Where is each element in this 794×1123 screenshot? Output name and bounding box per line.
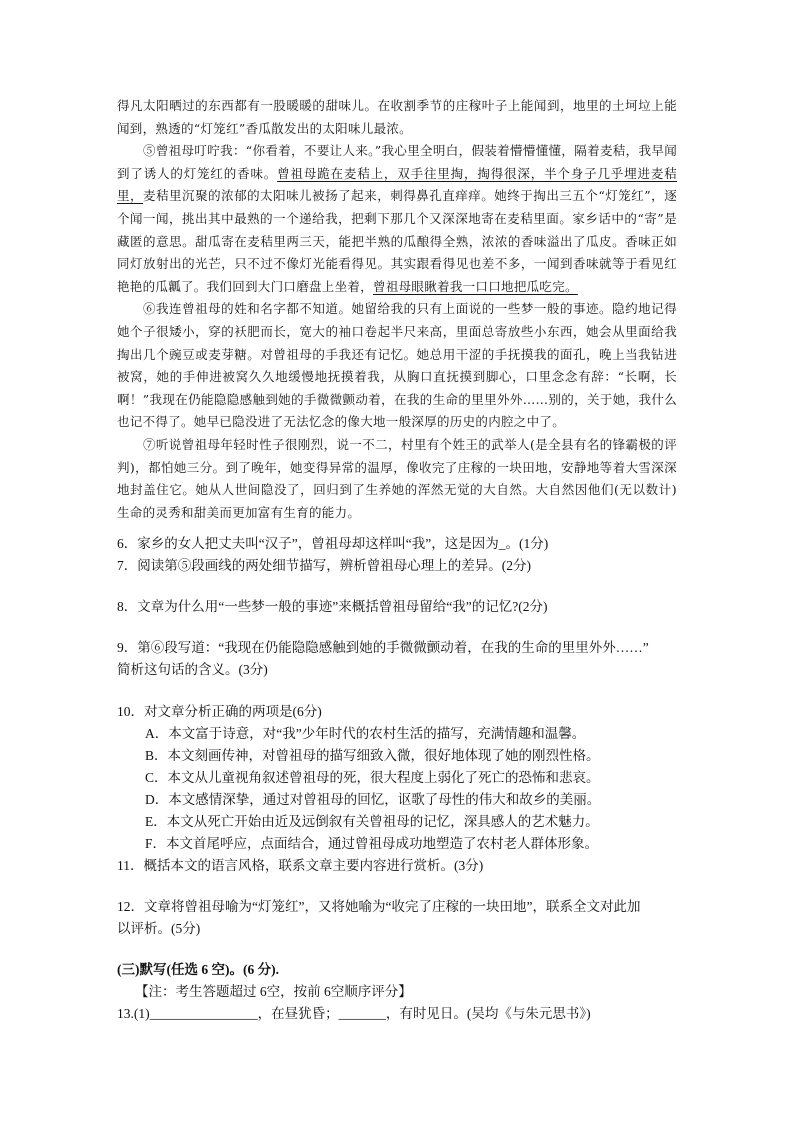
question-12-line-2: 以评析。(5分) — [117, 921, 201, 936]
reading-passage — [117, 95, 677, 524]
underlined-detail-2: 曾祖母眼瞅着我一口口地把瓜吃完。 — [373, 278, 578, 294]
paragraph-6-text-a: ⑥我连曾祖母的姓和名字都不知道。她留给我的只有上面说的一些梦一般的事迹。隐约地记得她个子很矮小，穿的袄肥而长，宽大的袖口卷起半尺来高，里面总寄放些小东西，她会从里面给我掏出几个豌豆或麦芽糖。对曾祖母的手我还有记忆。她总用干涩的手抚摸我的面孔，晚上当我钻进被窝，她的手伸进被窝久久地缓慢地抚摸着我，从胸口直抚摸到脚心，口里念念有辞：“长啊，长啊！” — [117, 301, 677, 407]
option-e: E．本文从死亡开始由近及远倒叙有关曾祖母的记忆，深具感人的艺术魅力。 — [145, 814, 599, 829]
option-a: A．本文富于诗意，对“我”少年时代的农村生活的描写，充满情趣和温馨。 — [145, 726, 586, 741]
option-d: D．本文感情深挚，通过对曾祖母的回忆，讴歌了母性的伟大和故乡的美丽。 — [145, 792, 601, 807]
question-8: 8．文章为什么用“一些梦一般的事迹”来概括曾祖母留给“我”的记忆?(2分) — [117, 599, 548, 614]
option-b: B．本文刻画传神，对曾祖母的描写细致入微，很好地体现了她的刚烈性格。 — [145, 748, 600, 763]
question-11: 11．概括本文的语言风格，联系文章主要内容进行赏析。(3分) — [117, 858, 484, 873]
question-7: 7．阅读第⑤段画线的两处细节描写，辨析曾祖母心理上的差异。(2分) — [117, 558, 531, 573]
underlined-detail-1: 曾祖母跪在麦秸上，双手往里掏，掏得很深，半个身子几乎埋进麦秸里， — [117, 165, 677, 204]
option-c: C．本文从儿童视角叙述曾祖母的死，很大程度上弱化了死亡的恐怖和悲哀。 — [145, 770, 600, 785]
paragraph-7: ⑦听说曾祖母年轻时性子很刚烈，说一不二，村里有个姓王的武举人(是全县有名的锋霸极的评判)，都怕她三分。到了晚年，她变得异常的温厚，像收完了庄稼的一块田地，安静地等着大雪深深地封盖住它。她从人世间隐没了，回归到了生养她的浑然无觉的大自然。大自然因他们(无以数计)生命的灵秀和甜美而更加富有生育的能力。 — [117, 436, 677, 520]
section-3-note: 【注：考生答题超过 6空，按前 6空顺序评分】 — [135, 984, 412, 999]
question-9-line-1: 9．第⑥段写道：“我现在仍能隐隐感触到她的手微微颤动着，在我的生命的里里外外……” — [117, 640, 649, 655]
question-12-line-1: 12．文章将曾祖母喻为“灯笼红”，又将她喻为“收完了庄稼的一块田地”，联系全文对此加 — [117, 899, 641, 914]
paragraph-5-text-b: 麦秸里沉聚的浓郁的太阳味儿被扬了起来，刺得鼻孔直痒痒。她终于掏出三五个“灯笼红”，逐个闻一闻，挑出其中最熟的一个递给我，把剩下那几个又深深地寄在麦秸里面。家乡话中的“寄”是藏匿的意思。甜瓜寄在麦秸里两三天，能把半熟的瓜酿得全熟，浓浓的香味溢出了瓜皮。香味正如同灯放射出的光芒，只不过不像灯光能看得见。其实跟看得见也差不多，一闻到香味就等于看见红艳艳的瓜瓤了。我们回到大门口磨盘上坐着， — [117, 188, 677, 294]
paragraph-4-end: 得凡太阳晒过的东西都有一股暖暖的甜味儿。在收割季节的庄稼叶子上能闻到，地里的土坷垃上能闻到，熟透的“灯笼红”香瓜散发出的太阳味儿最浓。 — [117, 98, 677, 136]
paragraph-6 — [117, 298, 677, 434]
question-10: 10．对文章分析正确的两项是(6分) — [117, 704, 322, 719]
paragraph-5 — [117, 140, 677, 298]
option-f: F．本文首尾呼应，点面结合，通过曾祖母成功地塑造了农村老人群体形象。 — [145, 836, 599, 851]
paragraph-5-text-a: ⑤曾祖母叮咛我：“你看着，不要让人来。”我心里全明白，假装着懵懵懂懂，隔着麦秸，我早闻到了诱人的灯笼红的香味。 — [117, 143, 677, 181]
question-9-line-2: 简析这句话的含义。(3分) — [117, 662, 268, 677]
section-3-heading: (三)默写(任选 6 空)。(6 分). — [117, 962, 279, 977]
question-6: 6．家乡的女人把丈夫叫“汉子”，曾祖母却这样叫“我”，这是因为_。(1分) — [117, 536, 549, 551]
question-13: 13.(1)________________，在昼犹昏；_______，有时见日。(吴均《与朱元思书》) — [117, 1006, 591, 1021]
paragraph-6-text-b: 我现在仍能隐隐感触到她的手微微颤动着，在我的生命的里里外外……别的，关于她，我什么也记不得了。她早已隐没进了无法忆念的像大地一般深厚的历史的内腔之中了。 — [117, 391, 677, 430]
